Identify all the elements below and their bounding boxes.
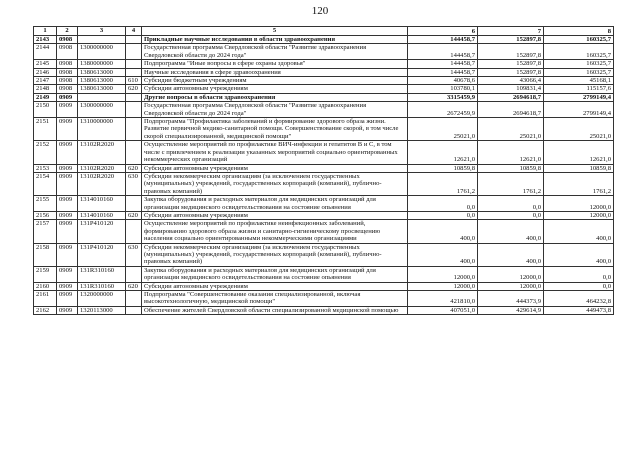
target-code-cell: 1300000000 bbox=[78, 44, 126, 60]
amount-2024-cell: 160325,7 bbox=[544, 36, 614, 44]
target-code-cell: 1320113000 bbox=[78, 306, 126, 314]
amount-2022-cell: 0,0 bbox=[408, 196, 478, 212]
amount-2023-cell: 152897,8 bbox=[478, 44, 544, 60]
expense-type-cell: 620 bbox=[126, 85, 142, 93]
section-code-cell: 0909 bbox=[57, 211, 78, 219]
section-code-cell: 0909 bbox=[57, 118, 78, 141]
expense-type-cell bbox=[126, 266, 142, 282]
amount-2023-cell: 2694618,7 bbox=[478, 102, 544, 118]
row-number-cell: 2151 bbox=[34, 118, 57, 141]
expense-type-cell: 630 bbox=[126, 243, 142, 266]
row-number-cell: 2156 bbox=[34, 211, 57, 219]
amount-2022-cell: 1761,2 bbox=[408, 172, 478, 195]
section-code-cell: 0909 bbox=[57, 306, 78, 314]
row-number-cell: 2157 bbox=[34, 220, 57, 243]
header-cell: 8 bbox=[544, 27, 614, 36]
amount-2024-cell: 115157,6 bbox=[544, 85, 614, 93]
description-cell: Осуществление мероприятий по профилактике ВИЧ-инфекции и гепатитов В и С, в том числе с привлечением к реализации указанных мероприятий социально ориентированных некоммерческих организаций bbox=[142, 141, 408, 164]
target-code-cell: 1380000000 bbox=[78, 60, 126, 68]
table-row bbox=[34, 220, 614, 243]
header-cell: 2 bbox=[57, 27, 78, 36]
expense-type-cell bbox=[126, 306, 142, 314]
expense-type-cell: 620 bbox=[126, 164, 142, 172]
amount-2023-cell: 25021,0 bbox=[478, 118, 544, 141]
amount-2022-cell: 40678,6 bbox=[408, 77, 478, 85]
amount-2023-cell: 2694618,7 bbox=[478, 93, 544, 101]
amount-2022-cell: 103780,1 bbox=[408, 85, 478, 93]
amount-2024-cell: 12000,0 bbox=[544, 196, 614, 212]
target-code-cell: 1300000000 bbox=[78, 102, 126, 118]
amount-2023-cell: 10859,8 bbox=[478, 164, 544, 172]
row-number-cell: 2148 bbox=[34, 85, 57, 93]
expense-type-cell bbox=[126, 118, 142, 141]
target-code-cell: 13102R2020 bbox=[78, 172, 126, 195]
row-number-cell: 2150 bbox=[34, 102, 57, 118]
amount-2022-cell: 144458,7 bbox=[408, 44, 478, 60]
section-code-cell: 0908 bbox=[57, 85, 78, 93]
amount-2022-cell: 400,0 bbox=[408, 220, 478, 243]
amount-2024-cell: 400,0 bbox=[544, 220, 614, 243]
row-number-cell: 2153 bbox=[34, 164, 57, 172]
table-row bbox=[34, 77, 614, 85]
amount-2022-cell: 144458,7 bbox=[408, 36, 478, 44]
amount-2022-cell: 25021,0 bbox=[408, 118, 478, 141]
amount-2022-cell: 421810,0 bbox=[408, 291, 478, 307]
amount-2023-cell: 400,0 bbox=[478, 220, 544, 243]
amount-2022-cell: 10859,8 bbox=[408, 164, 478, 172]
budget-table bbox=[33, 26, 614, 315]
target-code-cell: 13102R2020 bbox=[78, 141, 126, 164]
target-code-cell: 131R310160 bbox=[78, 282, 126, 290]
amount-2024-cell: 160325,7 bbox=[544, 44, 614, 60]
amount-2024-cell: 2799149,4 bbox=[544, 102, 614, 118]
amount-2022-cell: 12000,0 bbox=[408, 266, 478, 282]
header-cell: 1 bbox=[34, 27, 57, 36]
section-code-cell: 0909 bbox=[57, 282, 78, 290]
description-cell: Подпрограмма "Совершенствование оказания специализированной, включая высокотехнологичную, медицинской помощи" bbox=[142, 291, 408, 307]
amount-2023-cell: 109831,4 bbox=[478, 85, 544, 93]
table-row bbox=[34, 164, 614, 172]
row-number-cell: 2160 bbox=[34, 282, 57, 290]
target-code-cell: 1380613000 bbox=[78, 85, 126, 93]
amount-2023-cell: 12621,0 bbox=[478, 141, 544, 164]
section-code-cell: 0909 bbox=[57, 141, 78, 164]
section-code-cell: 0908 bbox=[57, 68, 78, 76]
section-code-cell: 0909 bbox=[57, 93, 78, 101]
amount-2024-cell: 45168,1 bbox=[544, 77, 614, 85]
amount-2022-cell: 144458,7 bbox=[408, 68, 478, 76]
amount-2022-cell: 12621,0 bbox=[408, 141, 478, 164]
description-cell: Субсидии некоммерческим организациям (за исключением государственных (муниципальных) учреждений, государственных корпораций (компаний), публично-правовых компаний) bbox=[142, 172, 408, 195]
amount-2023-cell: 12000,0 bbox=[478, 266, 544, 282]
description-cell: Государственная программа Свердловской области "Развитие здравоохранения Свердловской области до 2024 года" bbox=[142, 44, 408, 60]
section-code-cell: 0909 bbox=[57, 102, 78, 118]
description-cell: Обеспечение жителей Свердловской области специализированной медицинской помощью bbox=[142, 306, 408, 314]
amount-2023-cell: 152897,8 bbox=[478, 60, 544, 68]
table-row bbox=[34, 60, 614, 68]
row-number-cell: 2144 bbox=[34, 44, 57, 60]
header-cell: 4 bbox=[126, 27, 142, 36]
row-number-cell: 2158 bbox=[34, 243, 57, 266]
amount-2023-cell: 152897,8 bbox=[478, 68, 544, 76]
amount-2024-cell: 12000,0 bbox=[544, 211, 614, 219]
amount-2022-cell: 3315459,9 bbox=[408, 93, 478, 101]
table-row bbox=[34, 306, 614, 314]
table-row bbox=[34, 93, 614, 101]
expense-type-cell bbox=[126, 60, 142, 68]
expense-type-cell bbox=[126, 102, 142, 118]
expense-type-cell: 630 bbox=[126, 172, 142, 195]
amount-2023-cell: 43066,4 bbox=[478, 77, 544, 85]
target-code-cell: 1320000000 bbox=[78, 291, 126, 307]
section-code-cell: 0908 bbox=[57, 77, 78, 85]
target-code-cell: 1314010160 bbox=[78, 196, 126, 212]
amount-2023-cell: 152897,8 bbox=[478, 36, 544, 44]
target-code-cell: 131R310160 bbox=[78, 266, 126, 282]
row-number-cell: 2147 bbox=[34, 77, 57, 85]
amount-2024-cell: 1761,2 bbox=[544, 172, 614, 195]
expense-type-cell bbox=[126, 220, 142, 243]
table-row bbox=[34, 102, 614, 118]
table-row bbox=[34, 282, 614, 290]
expense-type-cell bbox=[126, 93, 142, 101]
amount-2024-cell: 12621,0 bbox=[544, 141, 614, 164]
amount-2024-cell: 0,0 bbox=[544, 266, 614, 282]
description-cell: Другие вопросы в области здравоохранения bbox=[142, 93, 408, 101]
expense-type-cell bbox=[126, 68, 142, 76]
description-cell: Субсидии автономным учреждениям bbox=[142, 85, 408, 93]
amount-2024-cell: 0,0 bbox=[544, 282, 614, 290]
amount-2024-cell: 10859,8 bbox=[544, 164, 614, 172]
table-row bbox=[34, 141, 614, 164]
amount-2022-cell: 400,0 bbox=[408, 243, 478, 266]
expense-type-cell bbox=[126, 196, 142, 212]
description-cell: Прикладные научные исследования в области здравоохранения bbox=[142, 36, 408, 44]
target-code-cell: 13102R2020 bbox=[78, 164, 126, 172]
amount-2022-cell: 0,0 bbox=[408, 211, 478, 219]
target-code-cell bbox=[78, 93, 126, 101]
header-cell: 7 bbox=[478, 27, 544, 36]
table-row bbox=[34, 85, 614, 93]
amount-2023-cell: 400,0 bbox=[478, 243, 544, 266]
amount-2022-cell: 2672459,9 bbox=[408, 102, 478, 118]
amount-2023-cell: 444373,9 bbox=[478, 291, 544, 307]
section-code-cell: 0908 bbox=[57, 44, 78, 60]
target-code-cell: 1314010160 bbox=[78, 211, 126, 219]
row-number-cell: 2159 bbox=[34, 266, 57, 282]
section-code-cell: 0909 bbox=[57, 266, 78, 282]
target-code-cell: 1380613000 bbox=[78, 68, 126, 76]
row-number-cell: 2154 bbox=[34, 172, 57, 195]
description-cell: Субсидии некоммерческим организациям (за исключением государственных (муниципальных) учреждений, государственных корпораций (компаний), публично-правовых компаний) bbox=[142, 243, 408, 266]
description-cell: Осуществление мероприятий по профилактике неинфекционных заболеваний, формированию здорового образа жизни и санитарно-гигиеническому просвещению населения социально ориентированными некоммерческими организациями bbox=[142, 220, 408, 243]
row-number-cell: 2152 bbox=[34, 141, 57, 164]
row-number-cell: 2161 bbox=[34, 291, 57, 307]
amount-2024-cell: 25021,0 bbox=[544, 118, 614, 141]
row-number-cell: 2155 bbox=[34, 196, 57, 212]
target-code-cell: 131P410120 bbox=[78, 220, 126, 243]
expense-type-cell bbox=[126, 44, 142, 60]
section-code-cell: 0909 bbox=[57, 220, 78, 243]
description-cell: Субсидии автономным учреждениям bbox=[142, 164, 408, 172]
row-number-cell: 2162 bbox=[34, 306, 57, 314]
header-cell: 6 bbox=[408, 27, 478, 36]
expense-type-cell bbox=[126, 36, 142, 44]
amount-2024-cell: 464232,8 bbox=[544, 291, 614, 307]
target-code-cell: 131P410120 bbox=[78, 243, 126, 266]
description-cell: Субсидии автономным учреждениям bbox=[142, 211, 408, 219]
table-row bbox=[34, 211, 614, 219]
description-cell: Закупка оборудования и расходных материалов для медицинских организаций для организации медицинского освидетельствования на состояние опьянения bbox=[142, 266, 408, 282]
description-cell: Субсидии автономным учреждениям bbox=[142, 282, 408, 290]
table-row bbox=[34, 68, 614, 76]
table-row bbox=[34, 266, 614, 282]
header-cell: 3 bbox=[78, 27, 126, 36]
amount-2023-cell: 1761,2 bbox=[478, 172, 544, 195]
description-cell: Подпрограмма "Иные вопросы в сфере охраны здоровья" bbox=[142, 60, 408, 68]
description-cell: Закупка оборудования и расходных материалов для медицинских организаций для организации медицинского освидетельствования на состояние опьянения bbox=[142, 196, 408, 212]
amount-2024-cell: 160325,7 bbox=[544, 60, 614, 68]
row-number-cell: 2149 bbox=[34, 93, 57, 101]
expense-type-cell: 620 bbox=[126, 282, 142, 290]
section-code-cell: 0909 bbox=[57, 164, 78, 172]
table-row bbox=[34, 36, 614, 44]
target-code-cell bbox=[78, 36, 126, 44]
description-cell: Государственная программа Свердловской области "Развитие здравоохранения Свердловской области до 2024 года" bbox=[142, 102, 408, 118]
table-header-row bbox=[34, 27, 614, 36]
amount-2022-cell: 144458,7 bbox=[408, 60, 478, 68]
table-row bbox=[34, 291, 614, 307]
table-row bbox=[34, 172, 614, 195]
expense-type-cell: 610 bbox=[126, 77, 142, 85]
target-code-cell: 1310000000 bbox=[78, 118, 126, 141]
row-number-cell: 2143 bbox=[34, 36, 57, 44]
amount-2024-cell: 2799149,4 bbox=[544, 93, 614, 101]
page-number: 120 bbox=[311, 5, 329, 17]
section-code-cell: 0909 bbox=[57, 291, 78, 307]
table-row bbox=[34, 243, 614, 266]
header-cell: 5 bbox=[142, 27, 408, 36]
section-code-cell: 0908 bbox=[57, 36, 78, 44]
expense-type-cell bbox=[126, 291, 142, 307]
amount-2024-cell: 400,0 bbox=[544, 243, 614, 266]
table-row bbox=[34, 196, 614, 212]
amount-2024-cell: 160325,7 bbox=[544, 68, 614, 76]
amount-2022-cell: 407051,0 bbox=[408, 306, 478, 314]
amount-2024-cell: 449473,8 bbox=[544, 306, 614, 314]
description-cell: Научные исследования в сфере здравоохранения bbox=[142, 68, 408, 76]
section-code-cell: 0909 bbox=[57, 243, 78, 266]
table-row bbox=[34, 44, 614, 60]
section-code-cell: 0909 bbox=[57, 172, 78, 195]
row-number-cell: 2145 bbox=[34, 60, 57, 68]
section-code-cell: 0908 bbox=[57, 60, 78, 68]
description-cell: Подпрограмма "Профилактика заболеваний и формирование здорового образа жизни. Развитие первичной медико-санитарной помощи. Совершенствование скорой, в том числе скорой специализированной, медицинской помощи" bbox=[142, 118, 408, 141]
amount-2023-cell: 429614,9 bbox=[478, 306, 544, 314]
description-cell: Субсидии бюджетным учреждениям bbox=[142, 77, 408, 85]
expense-type-cell bbox=[126, 141, 142, 164]
table-row bbox=[34, 118, 614, 141]
expense-type-cell: 620 bbox=[126, 211, 142, 219]
section-code-cell: 0909 bbox=[57, 196, 78, 212]
target-code-cell: 1380613000 bbox=[78, 77, 126, 85]
amount-2022-cell: 12000,0 bbox=[408, 282, 478, 290]
amount-2023-cell: 0,0 bbox=[478, 196, 544, 212]
amount-2023-cell: 0,0 bbox=[478, 211, 544, 219]
row-number-cell: 2146 bbox=[34, 68, 57, 76]
amount-2023-cell: 12000,0 bbox=[478, 282, 544, 290]
